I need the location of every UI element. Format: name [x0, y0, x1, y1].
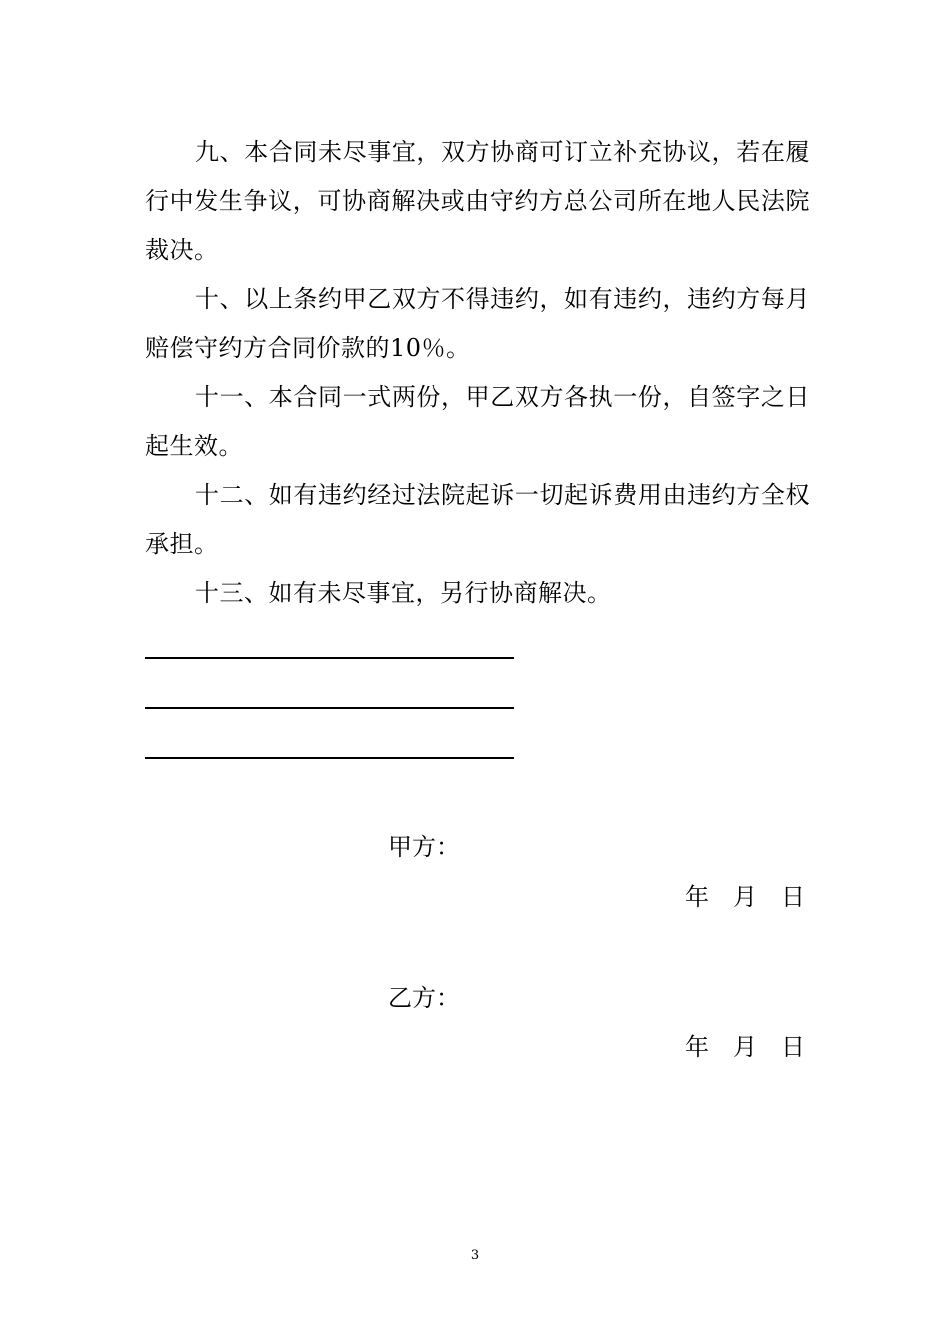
page-number: 3 — [470, 1248, 480, 1263]
blank-line-1 — [145, 657, 514, 659]
contract-clauses — [145, 128, 810, 618]
clause-9: 九、本合同未尽事宜，双方协商可订立补充协议，若在履行中发生争议，可协商解决或由守约方总公司所在地人民法院裁决。 — [145, 138, 810, 264]
party-a-date: 年 月 日 — [685, 883, 805, 911]
clause-13: 十三、如有未尽事宜，另行协商解决。 — [195, 579, 612, 607]
blank-line-2 — [145, 707, 514, 709]
clause-10: 十、以上条约甲乙双方不得违约，如有违约，违约方每月赔偿守约方合同价款的10％。 — [145, 285, 810, 362]
clause-12: 十二、如有违约经过法院起诉一切起诉费用由违约方全权承担。 — [145, 481, 810, 558]
blank-line-3 — [145, 757, 514, 759]
party-a-label: 甲方： — [388, 833, 460, 861]
clause-11: 十一、本合同一式两份，甲乙双方各执一份，自签字之日起生效。 — [145, 383, 810, 460]
party-b-date: 年 月 日 — [685, 1033, 805, 1061]
party-b-label: 乙方： — [388, 984, 460, 1012]
